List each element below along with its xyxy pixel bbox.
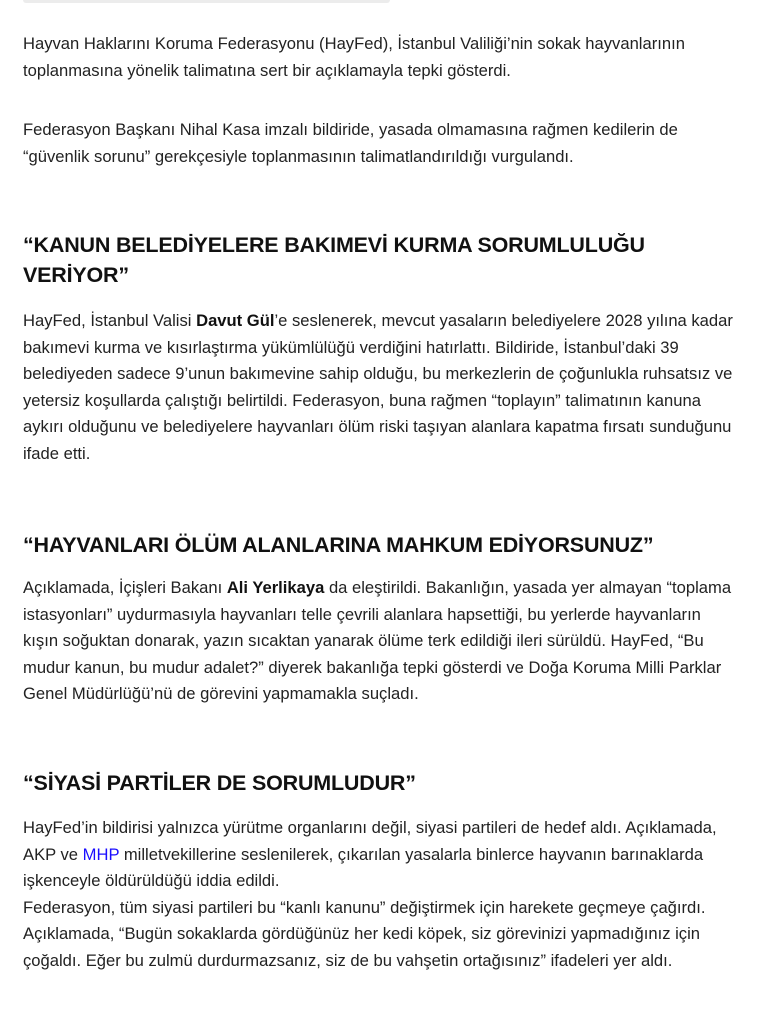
paragraph-parties [23, 815, 735, 975]
text-segment: ’e seslenerek, mevcut yasaların belediyelere 2028 yılına kadar bakımevi kurma ve kısırlaştırma yükümlülüğü verdiğini hatırlattı. Bildiride, İstanbul’daki 39 belediyeden sadece 9’unun bakımevine sahip olduğu, bu merkezlerin de çoğunlukla ruhsatsız ve yetersiz koşullarda çalıştığı belirtildi. Federasyon, buna rağmen “toplayın” talimatının kanuna aykırı olduğunu ve belediyelere hayvanları ölüm riski taşıyan alanlara kapatma fırsatı sunduğunu ifade etti. [23, 311, 733, 463]
paragraph-text: Federasyon, tüm siyasi partileri bu “kanlı kanunu” değiştirmek için harekete geçmeye çağırdı. Açıklamada, “Bugün sokaklarda gördüğünüz her kedi köpek, siz görevinizi yapmadığınız için çoğaldı. Eğer bu zulmü durdurmazsanız, siz de bu vahşetin ortağısınız” ifadeleri yer aldı. [23, 897, 706, 970]
paragraph-text: Federasyon Başkanı Nihal Kasa imzalı bildiride, yasada olmamasına rağmen kedilerin de “güvenlik sorunu” gerekçesiyle toplanmasının talimatlandırıldığı vurgulandı. [23, 120, 678, 166]
paragraph-text [23, 815, 735, 895]
paragraph-intro [23, 31, 735, 84]
paragraph-governor [23, 308, 735, 468]
section-heading: “HAYVANLARI ÖLÜM ALANLARINA MAHKUM EDİYORSUNUZ” [23, 533, 654, 557]
paragraph-text: Hayvan Haklarını Koruma Federasyonu (HayFed), İstanbul Valiliği’nin sokak hayvanlarının toplanmasına yönelik talimatına sert bir açıklamayla tepki gösterdi. [23, 34, 685, 80]
heading-3 [23, 768, 735, 798]
paragraph-text [23, 308, 735, 468]
paragraph-text [23, 575, 735, 708]
image-placeholder-bottom [23, 0, 390, 3]
section-heading: “SİYASİ PARTİLER DE SORUMLUDUR” [23, 771, 416, 795]
bold-name: Davut Gül [196, 311, 275, 330]
text-segment: Açıklamada, İçişleri Bakanı [23, 578, 227, 597]
heading-2 [23, 530, 735, 560]
heading-1 [23, 230, 735, 290]
text-segment: milletvekillerine seslenilerek, çıkarılan yasalarla binlerce hayvanın barınaklarda işkenceyle öldürüldüğü iddia edildi. [23, 844, 704, 891]
bold-name: Ali Yerlikaya [226, 578, 325, 597]
section-heading: “KANUN BELEDİYELERE BAKIMEVİ KURMA SORUMLULUĞU VERİYOR” [23, 233, 645, 287]
mhp-link[interactable]: MHP [82, 844, 120, 864]
text-segment: HayFed’in bildirisi yalnızca yürütme organlarını değil, siyasi partileri de hedef aldı. Açıklamada, AKP ve [23, 818, 717, 864]
paragraph-statement [23, 117, 735, 170]
text-segment: HayFed, İstanbul Valisi [23, 311, 197, 330]
text-segment: da eleştirildi. Bakanlığın, yasada yer almayan “toplama istasyonları” uydurmasıyla hayvanları telle çevrili alanlara hapsettiği, bu yerlerde hayvanların kışın soğuktan donarak, yazın sıcaktan yanarak ölüme terk edildiği ileri sürüldü. HayFed, “Bu mudur kanun, bu mudur adalet?” diyerek bakanlığa tepki gösterdi ve Doğa Koruma Milli Parklar Genel Müdürlüğü’nü de görevini yapmamakla suçladı. [23, 578, 732, 704]
paragraph-minister [23, 575, 735, 708]
